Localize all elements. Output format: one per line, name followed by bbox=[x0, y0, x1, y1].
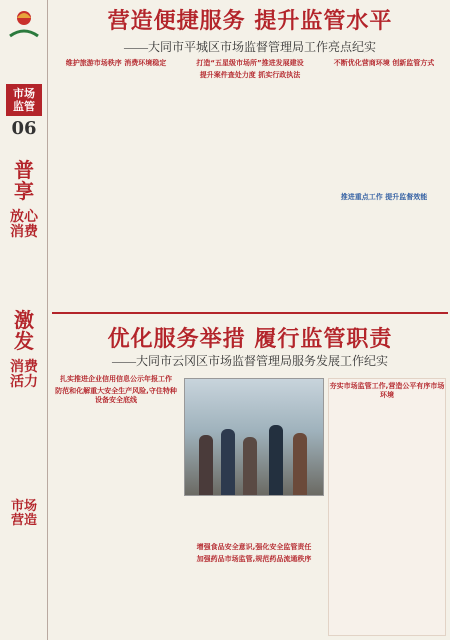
section-title: 推进重点工作 提升监督效能 bbox=[340, 193, 428, 201]
story1-sidebar-box bbox=[322, 190, 446, 310]
section-title: 防范和化解重大安全生产风险,守住特种设备安全底线 bbox=[55, 387, 177, 404]
story2-column-2 bbox=[184, 540, 324, 567]
story1-subhead: ——大同市平城区市场监督管理局工作亮点纪实 bbox=[123, 40, 376, 54]
story-divider bbox=[52, 312, 448, 314]
story1-column-3 bbox=[320, 56, 448, 71]
section-title: 维护旅游市场秩序 消费环境稳定 bbox=[65, 59, 167, 67]
rail-slogan: 激发 bbox=[14, 308, 34, 353]
left-rail bbox=[0, 0, 48, 640]
section-title: 打造“五星级市场所”推进发展建设 bbox=[196, 59, 304, 67]
rail-slogan: 市场营造 bbox=[10, 499, 37, 528]
rail-slogan: 普享 bbox=[14, 158, 34, 203]
section-title: 增强食品安全意识,强化安全监管责任 bbox=[196, 543, 312, 551]
story1-column-2 bbox=[186, 56, 314, 83]
section-title: 提升案件查处力度 抓实行政执法 bbox=[199, 71, 301, 79]
story1-column-1 bbox=[52, 56, 180, 71]
page-number: 06 bbox=[11, 118, 37, 139]
rail-slogan: 消费活力 bbox=[10, 359, 38, 390]
story2-sidebar-box bbox=[328, 378, 446, 636]
rail-slogan: 放心消费 bbox=[10, 209, 38, 240]
section-tab: 市场 监管 bbox=[6, 84, 42, 116]
story1-headline: 营造便捷服务 提升监管水平 bbox=[107, 8, 393, 34]
section-title: 夯实市场监管工作,营造公平有序市场环境 bbox=[329, 382, 445, 399]
edit-info bbox=[5, 546, 43, 624]
newspaper-logo-icon bbox=[6, 6, 42, 42]
news-photo bbox=[184, 378, 324, 496]
section-title: 扎实推进企业信用信息公示年报工作 bbox=[60, 375, 172, 383]
page-content bbox=[52, 0, 448, 640]
story2-subhead: ——大同市云冈区市场监督管理局服务发展工作纪实 bbox=[111, 354, 388, 368]
section-title: 加强药品市场监管,规范药品流通秩序 bbox=[196, 555, 312, 563]
story2-headline: 优化服务举措 履行监管职责 bbox=[107, 326, 393, 352]
section-title: 不断优化营商环境 创新监管方式 bbox=[333, 59, 435, 67]
story2-column-1 bbox=[52, 372, 180, 408]
